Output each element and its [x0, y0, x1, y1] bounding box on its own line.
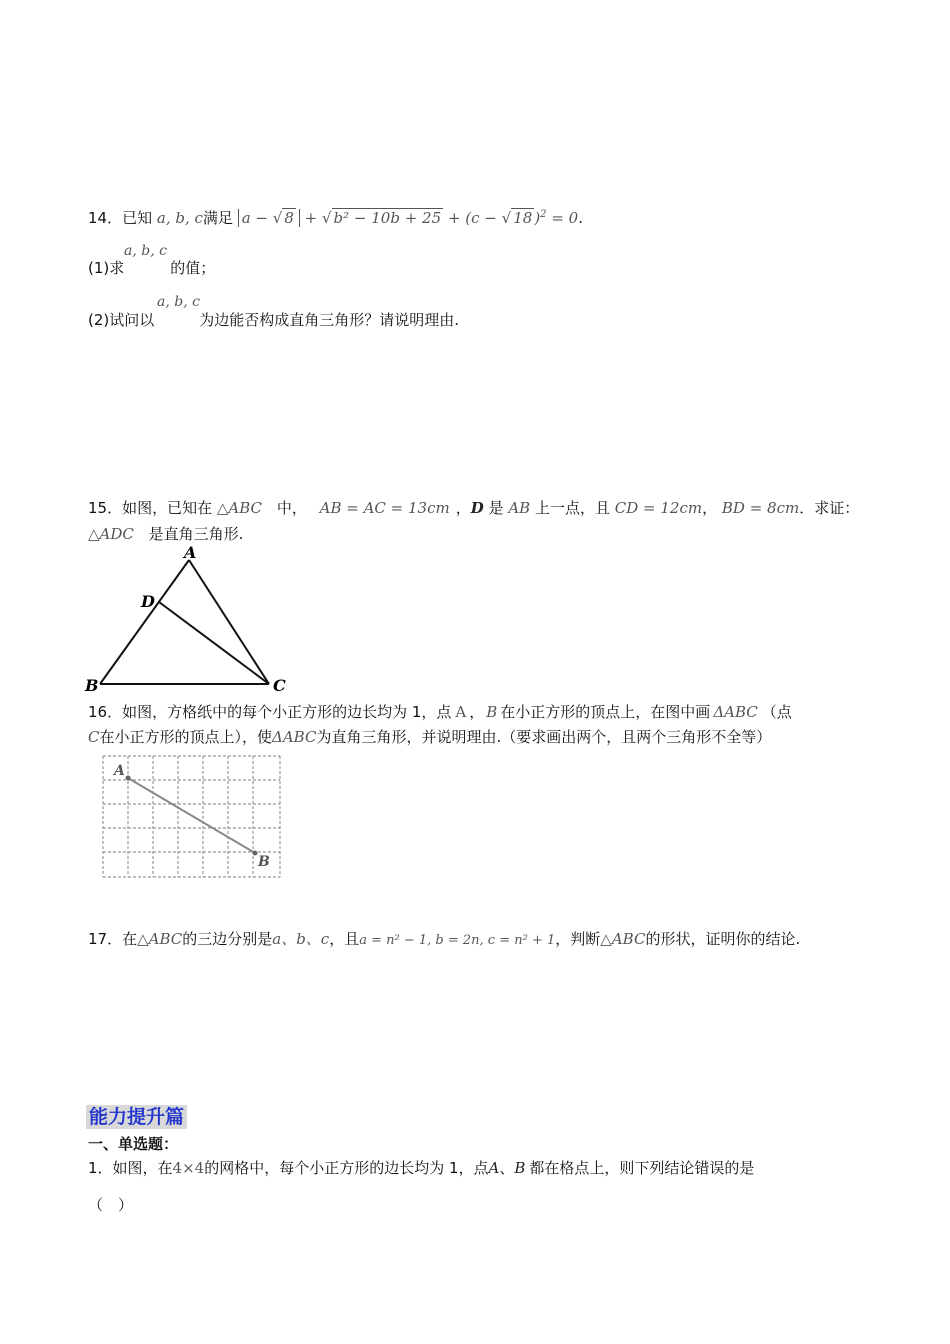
side-ac: [189, 560, 269, 684]
q15-line1: 15．如图，已知在 △ABC 中， AB = AC = 13cm ，D 是 AB 上一点，且 CD = 12cm， BD = 8cm．求证：: [88, 499, 860, 517]
label-b: B: [85, 676, 99, 695]
q14-part1: (1)求 的值；: [88, 259, 216, 277]
section-subheading: 一、单选题：: [88, 1135, 179, 1153]
section-q1-paren: （ ）: [88, 1196, 134, 1214]
label-c: C: [273, 676, 286, 695]
q15-line2: △ADC 是直角三角形.: [88, 525, 244, 543]
q14-part2-vars: a, b, c: [157, 294, 200, 310]
q16-line1: 16．如图，方格纸中的每个小正方形的边长均为 1，点 A ， B 在小正方形的顶点上，在图中画 ΔABC （点: [88, 703, 792, 721]
segment-cd: [159, 602, 269, 684]
q14-vars: a, b, c: [156, 209, 203, 227]
q14-equation: a − √ 8 + √ b² − 10b + 25 + (c − √ 18 )$^2$ = 0: [238, 209, 579, 227]
grid-label-a: A: [114, 763, 125, 779]
q16-line2: C在小正方形的顶点上），使ΔABC为直角三角形，并说明理由.（要求画出两个，且两个三角形不全等）: [88, 728, 772, 746]
q14-part1-vars: a, b, c: [124, 243, 167, 259]
label-d: D: [141, 592, 155, 611]
point-b: [253, 851, 258, 856]
grid-label-b: B: [258, 854, 270, 870]
segment-ab: [128, 778, 255, 853]
q17-line: 17．在△ABC的三边分别是a、b、c，且a = n² − 1, b = 2n, c = n² + 1，判断△ABC的形状，证明你的结论.: [88, 930, 801, 948]
label-a: A: [184, 543, 197, 562]
q14-line: 14．已知 a, b, c满足 a − √ 8 + √ b² − 10b + 25 + (c − √ 18 )$^2$ = 0.: [88, 209, 583, 227]
section-q1: 1．如图，在4×4的网格中，每个小正方形的边长均为 1，点A、B 都在格点上，则下列结论错误的是: [88, 1159, 755, 1177]
point-a: [126, 776, 131, 781]
side-ab: [100, 560, 189, 684]
grid-figure: [100, 753, 283, 881]
triangle-figure: [80, 540, 300, 695]
q14-part2: (2)试问以 为边能否构成直角三角形？请说明理由.: [88, 311, 460, 329]
triangle-abc: [100, 560, 269, 684]
section-heading: 能力提升篇: [86, 1105, 187, 1129]
